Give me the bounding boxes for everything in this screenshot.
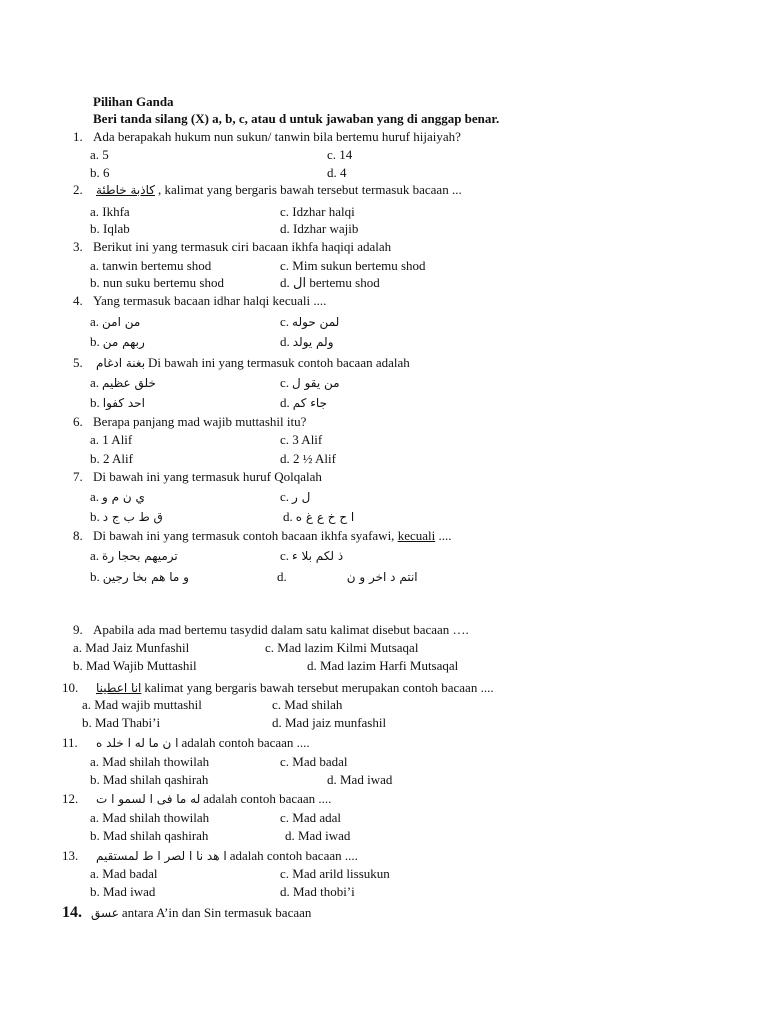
question-text-line bbox=[93, 848, 358, 864]
answer-option[interactable] bbox=[280, 334, 337, 350]
question-text-line bbox=[93, 239, 391, 255]
answer-option[interactable] bbox=[285, 828, 350, 844]
option-label: d. bbox=[277, 569, 287, 584]
answer-option[interactable] bbox=[90, 772, 208, 788]
answer-option[interactable] bbox=[90, 147, 109, 163]
option-label: c. Idzhar halqi bbox=[280, 204, 355, 219]
question-number: 9. bbox=[73, 622, 83, 637]
option-label: b. Mad Thabi’i bbox=[82, 715, 161, 730]
question-text-line bbox=[93, 469, 322, 485]
answer-option[interactable] bbox=[283, 509, 357, 525]
question-text-line bbox=[93, 622, 469, 638]
option-label: d. 2 ½ Alif bbox=[280, 451, 336, 466]
question-text-line bbox=[93, 355, 410, 371]
option-label: d. Mad iwad bbox=[327, 772, 393, 787]
option-label: d. Mad thobi’i bbox=[280, 884, 355, 899]
answer-option[interactable] bbox=[90, 432, 132, 448]
question-text-line bbox=[93, 791, 331, 807]
answer-option[interactable] bbox=[280, 884, 355, 900]
question-number: 14. bbox=[62, 904, 82, 921]
question-text: Di bawah ini yang termasuk contoh bacaan bbox=[148, 355, 373, 370]
option-label: b. 2 Alif bbox=[90, 451, 133, 466]
option-arabic: ا ح خ ع غ ه bbox=[295, 510, 355, 524]
answer-option[interactable] bbox=[280, 314, 342, 330]
answer-option[interactable] bbox=[327, 165, 347, 181]
answer-option[interactable] bbox=[280, 548, 346, 564]
option-label: d. Idzhar wajib bbox=[280, 221, 359, 236]
option-label: c. Mad arild lissukun bbox=[280, 866, 390, 881]
option-label: b. Mad shilah qashirah bbox=[90, 828, 209, 843]
answer-option[interactable] bbox=[265, 640, 418, 656]
question-text: Yang termasuk bacaan idhar halqi kecuali .... bbox=[93, 293, 327, 308]
option-label: b. Mad Wajib Muttashil bbox=[73, 658, 197, 673]
option-label: a. Mad badal bbox=[90, 866, 158, 881]
option-label: a. bbox=[90, 375, 100, 390]
option-label: d. Mad lazim Harfi Mutsaqal bbox=[307, 658, 459, 673]
question-text-line bbox=[93, 414, 306, 430]
option-label: a. Mad wajib muttashil bbox=[82, 697, 202, 712]
option-arabic: ق ط ب ج د bbox=[102, 510, 163, 524]
question-number: 12. bbox=[62, 791, 79, 806]
instruction: Beri tanda silang (X) a, b, c, atau d untuk jawaban yang di anggap benar. bbox=[93, 111, 500, 126]
answer-option[interactable] bbox=[280, 432, 322, 448]
option-label: c. Mad lazim Kilmi Mutsaqal bbox=[265, 640, 419, 655]
answer-option[interactable] bbox=[280, 395, 330, 411]
answer-option[interactable] bbox=[90, 828, 208, 844]
answer-option[interactable] bbox=[280, 275, 380, 291]
question-number: 4. bbox=[73, 293, 83, 308]
option-arabic: ترميهم بحجا رة bbox=[102, 549, 178, 563]
answer-option[interactable] bbox=[280, 204, 355, 220]
answer-option[interactable] bbox=[90, 866, 158, 882]
question-text: kalimat yang bergaris bawah tersebut merupakan contoh bacaan .... bbox=[144, 680, 494, 695]
question-number: 10. bbox=[62, 680, 79, 695]
option-arabic: لمن حوله bbox=[292, 315, 340, 329]
answer-option[interactable] bbox=[90, 548, 181, 564]
option-label: b. Mad iwad bbox=[90, 884, 156, 899]
option-label: d. bbox=[280, 395, 290, 410]
option-arabic: ذ لكم بلا ء bbox=[292, 549, 344, 563]
arabic-phrase: كاذبة خاطئة bbox=[96, 183, 155, 197]
option-label: b. bbox=[90, 395, 100, 410]
option-label: b. nun suku bertemu shod bbox=[90, 275, 224, 290]
option-label: c. Mad shilah bbox=[272, 697, 343, 712]
option-label: c. bbox=[280, 375, 290, 390]
answer-option[interactable] bbox=[90, 569, 192, 585]
answer-option[interactable] bbox=[90, 754, 209, 770]
question-number: 13. bbox=[62, 848, 79, 863]
answer-option[interactable] bbox=[82, 715, 160, 731]
option-label: a. bbox=[90, 548, 100, 563]
question-text: Berapa panjang mad wajib muttashil itu? bbox=[93, 414, 307, 429]
arabic-phrase: ا ن ما له ا خلد ه bbox=[96, 736, 179, 750]
option-arabic: من يقو ل bbox=[292, 376, 340, 390]
question-text-line bbox=[88, 905, 311, 921]
answer-option[interactable] bbox=[90, 810, 209, 826]
option-label: b. bbox=[90, 509, 100, 524]
section-title: Pilihan Ganda bbox=[93, 94, 174, 109]
answer-option[interactable] bbox=[327, 772, 392, 788]
option-label: b. bbox=[90, 334, 100, 349]
question-number: 5. bbox=[73, 355, 83, 370]
option-arabic: احد كفوا bbox=[102, 396, 145, 410]
option-label: a. 5 bbox=[90, 147, 109, 162]
question-number: 1. bbox=[73, 129, 83, 144]
arabic-phrase: ا هد نا ا لصر ا ط لمستقيم bbox=[96, 849, 227, 863]
question-text-underlined: kecuali bbox=[397, 528, 436, 543]
option-arabic: ولم يولد bbox=[292, 335, 334, 349]
option-label: a. bbox=[90, 314, 100, 329]
question-text-line bbox=[93, 293, 326, 309]
arabic-phrase: انا اعطينا bbox=[96, 681, 142, 695]
question-text-line bbox=[93, 680, 494, 696]
arabic-phrase: له ما فى ا لسمو ا ت bbox=[96, 792, 201, 806]
answer-option[interactable] bbox=[327, 147, 352, 163]
question-number: 3. bbox=[73, 239, 83, 254]
answer-option[interactable] bbox=[280, 754, 348, 770]
arabic-phrase: عسق bbox=[91, 906, 119, 920]
option-arabic: ي ن م و bbox=[102, 490, 145, 504]
option-label: b. Mad shilah qashirah bbox=[90, 772, 209, 787]
answer-option[interactable] bbox=[280, 221, 358, 237]
question-number: 6. bbox=[73, 414, 83, 429]
question-text: adalah contoh bacaan .... bbox=[229, 848, 358, 863]
question-text-after: .... bbox=[438, 528, 452, 543]
option-label: d. Mad jaiz munfashil bbox=[272, 715, 387, 730]
question-number: 2. bbox=[73, 182, 83, 197]
option-label: c. 3 Alif bbox=[280, 432, 323, 447]
answer-option[interactable] bbox=[90, 258, 211, 274]
question-number: 8. bbox=[73, 528, 83, 543]
answer-option[interactable] bbox=[90, 165, 110, 181]
answer-option[interactable] bbox=[90, 204, 130, 220]
question-text: antara A’in dan Sin termasuk bacaan bbox=[121, 905, 312, 920]
answer-option[interactable] bbox=[280, 258, 426, 274]
answer-option[interactable] bbox=[90, 334, 148, 350]
question-text-line bbox=[93, 129, 461, 145]
question-text: Di bawah ini yang termasuk contoh bacaan ikhfa syafawi, bbox=[93, 528, 398, 543]
question-number: 7. bbox=[73, 469, 83, 484]
option-arabic: انتم د اخر و ن bbox=[346, 570, 418, 584]
option-label: d. Mad iwad bbox=[285, 828, 351, 843]
option-arabic: و ما هم بخا رجين bbox=[102, 570, 189, 584]
option-label: a. Ikhfa bbox=[90, 204, 130, 219]
option-arabic: جاء كم bbox=[292, 396, 327, 410]
option-label: b. Iqlab bbox=[90, 221, 130, 236]
option-label: a. Mad shilah thowilah bbox=[90, 810, 210, 825]
answer-option[interactable] bbox=[280, 451, 336, 467]
answer-option[interactable] bbox=[73, 658, 197, 674]
option-arabic: ل ر bbox=[292, 490, 311, 504]
option-label: a. 1 Alif bbox=[90, 432, 133, 447]
answer-option[interactable] bbox=[272, 697, 342, 713]
arabic-phrase: بغنة ادغام bbox=[96, 356, 146, 370]
answer-option[interactable] bbox=[272, 715, 386, 731]
option-label: d. bbox=[280, 334, 290, 349]
answer-option[interactable] bbox=[82, 697, 202, 713]
answer-option[interactable] bbox=[277, 569, 421, 585]
option-label: c. Mim sukun bertemu shod bbox=[280, 258, 426, 273]
answer-option[interactable] bbox=[90, 884, 155, 900]
option-arabic: ربهم من bbox=[102, 335, 145, 349]
answer-option[interactable] bbox=[90, 275, 224, 291]
answer-option[interactable] bbox=[90, 395, 148, 411]
option-label: c. 14 bbox=[327, 147, 353, 162]
question-text: Berikut ini yang termasuk ciri bacaan ikhfa haqiqi adalah bbox=[93, 239, 392, 254]
option-label: a. Mad Jaiz Munfashil bbox=[73, 640, 190, 655]
option-arabic: من امن bbox=[102, 315, 141, 329]
option-label: c. Mad badal bbox=[280, 754, 348, 769]
answer-option[interactable] bbox=[280, 866, 390, 882]
answer-option[interactable] bbox=[73, 640, 189, 656]
option-arabic: خلق عظيم bbox=[102, 376, 156, 390]
option-label: d. ال bertemu shod bbox=[280, 275, 380, 290]
option-label: d. bbox=[283, 509, 293, 524]
answer-option[interactable] bbox=[90, 221, 130, 237]
answer-option[interactable] bbox=[280, 489, 313, 505]
question-text: adalah contoh bacaan .... bbox=[181, 735, 310, 750]
answer-option[interactable] bbox=[90, 489, 148, 505]
option-label: c. bbox=[280, 489, 290, 504]
answer-option[interactable] bbox=[307, 658, 458, 674]
question-text-line bbox=[93, 528, 451, 544]
question-text: adalah contoh bacaan .... bbox=[203, 791, 332, 806]
option-label: c. bbox=[280, 548, 290, 563]
question-text-line bbox=[93, 735, 310, 751]
option-label: b. 6 bbox=[90, 165, 110, 180]
question-number: 11. bbox=[62, 735, 78, 750]
question-text-line bbox=[93, 182, 462, 198]
option-label: a. tanwin bertemu shod bbox=[90, 258, 212, 273]
answer-option[interactable] bbox=[90, 451, 133, 467]
question-text-after: adalah bbox=[375, 355, 410, 370]
option-label: d. 4 bbox=[327, 165, 347, 180]
option-label: a. Mad shilah thowilah bbox=[90, 754, 210, 769]
question-text: Ada berapakah hukum nun sukun/ tanwin bila bertemu huruf hijaiyah? bbox=[93, 129, 461, 144]
option-label: b. bbox=[90, 569, 100, 584]
answer-option[interactable] bbox=[280, 810, 341, 826]
option-label: a. bbox=[90, 489, 100, 504]
option-label: c. bbox=[280, 314, 290, 329]
answer-option[interactable] bbox=[90, 509, 166, 525]
question-text: , kalimat yang bergaris bawah tersebut termasuk bacaan ... bbox=[157, 182, 462, 197]
option-label: c. Mad adal bbox=[280, 810, 342, 825]
answer-option[interactable] bbox=[90, 375, 159, 391]
answer-option[interactable] bbox=[90, 314, 143, 330]
answer-option[interactable] bbox=[280, 375, 343, 391]
question-text: Apabila ada mad bertemu tasydid dalam satu kalimat disebut bacaan …. bbox=[93, 622, 469, 637]
question-text: Di bawah ini yang termasuk huruf Qolqalah bbox=[93, 469, 322, 484]
